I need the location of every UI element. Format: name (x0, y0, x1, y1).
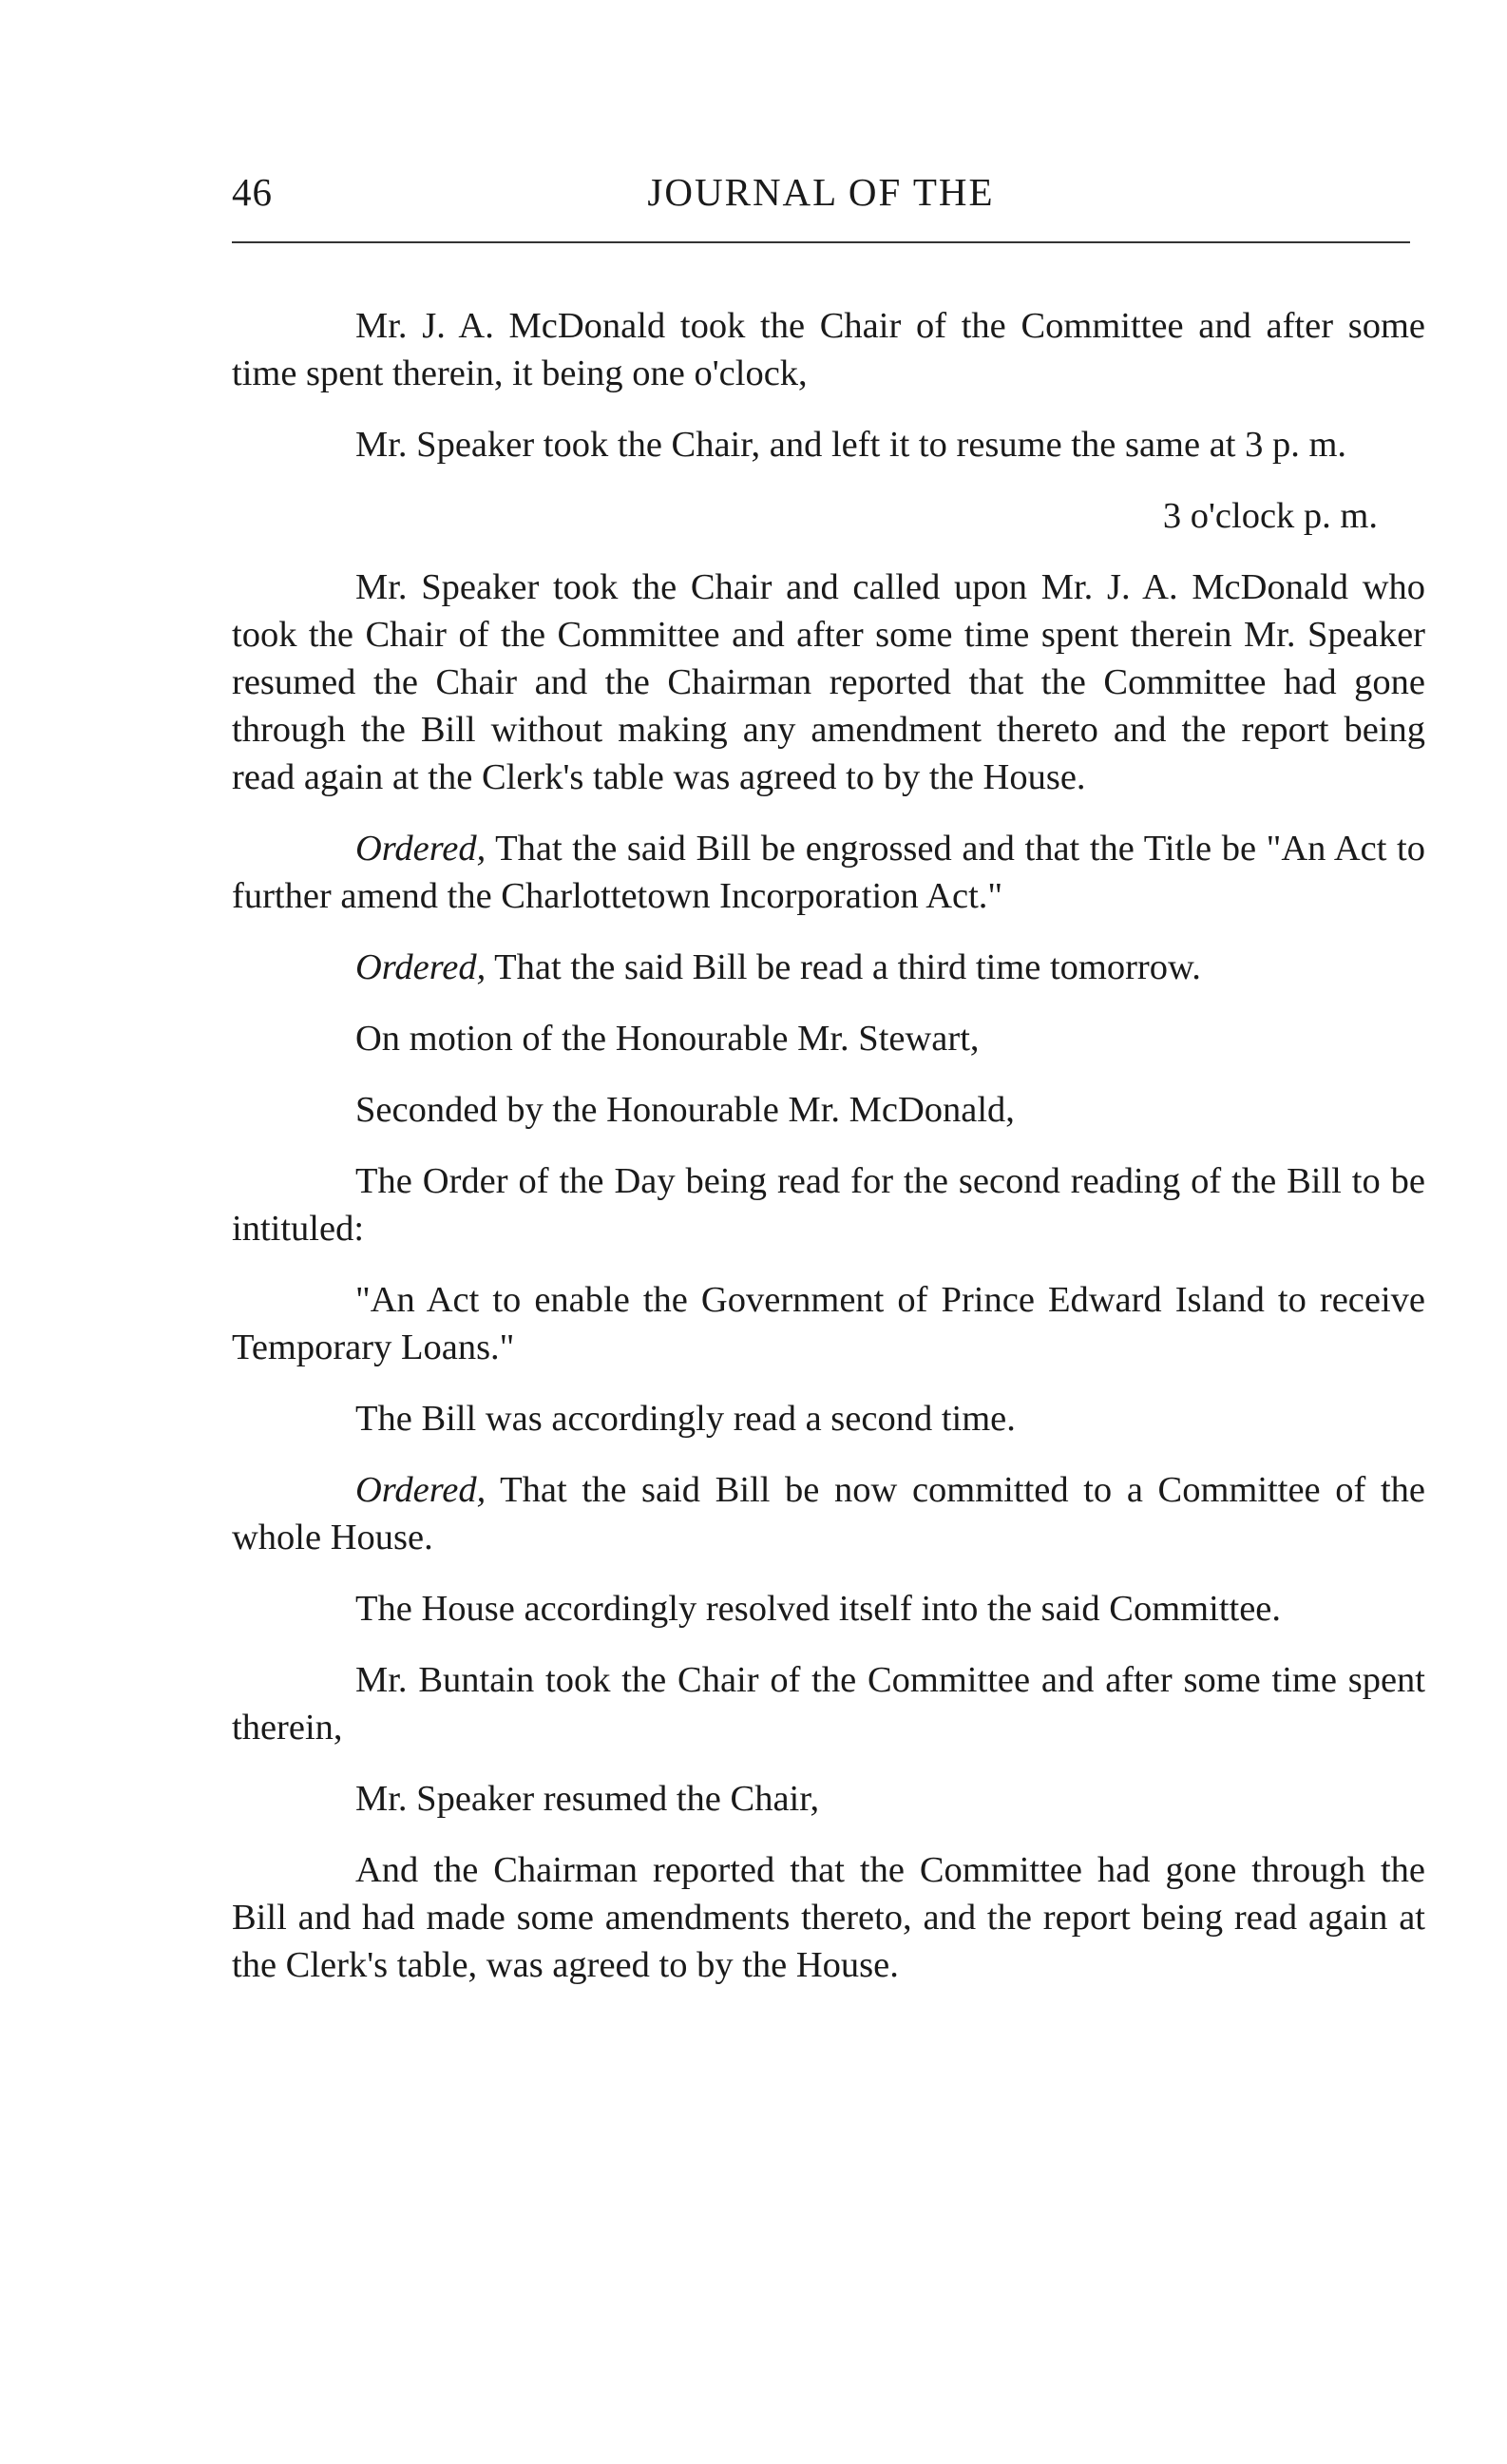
paragraph (232, 302, 1425, 397)
paragraph-text: Mr. Speaker took the Chair, and left it to resume the same at 3 p. m. (355, 425, 1347, 465)
paragraph-text: Mr. Buntain took the Chair of the Committee and after some time spent therein, (232, 1660, 1425, 1748)
paragraph-text: The Bill was accordingly read a second time. (355, 1399, 1016, 1439)
paragraph (232, 1276, 1425, 1371)
time-heading (232, 492, 1425, 540)
paragraph (232, 421, 1425, 468)
paragraph-text: The House accordingly resolved itself into the said Committee. (355, 1589, 1282, 1629)
paragraph (232, 825, 1425, 920)
paragraph-text: Seconded by the Honourable Mr. McDonald, (355, 1090, 1015, 1130)
paragraph-text: That the said Bill be now committed to a Committee of the whole House. (232, 1470, 1425, 1557)
ordered-lead: Ordered, (355, 947, 486, 987)
ordered-lead: Ordered, (355, 1470, 486, 1510)
page-number: 46 (232, 170, 273, 214)
paragraph (232, 1656, 1425, 1751)
paragraph (232, 1466, 1425, 1561)
paragraph-text: On motion of the Honourable Mr. Stewart, (355, 1019, 980, 1059)
paragraph (232, 944, 1425, 991)
paragraph (232, 563, 1425, 801)
paragraph-text: That the said Bill be engrossed and that the Title be "An Act to further amend the Charlottetown Incorporation Act." (232, 829, 1425, 916)
paragraph-text: Mr. Speaker took the Chair and called upon Mr. J. A. McDonald who took the Chair of the Committee and after some time spent therein Mr. Speaker resumed the Chair and the Chairman reported that the Committee had gone through the Bill without making any amendment thereto and the report being read again at the Clerk's table was agreed to by the House. (232, 567, 1425, 797)
ordered-lead: Ordered, (355, 829, 486, 869)
paragraph (232, 1086, 1425, 1134)
paragraph-text: The Order of the Day being read for the second reading of the Bill to be intituled: (232, 1161, 1425, 1249)
running-head: JOURNAL OF THE (647, 170, 995, 214)
paragraph-text: And the Chairman reported that the Committee had gone through the Bill and had made some amendments thereto, and the report being read again at the Clerk's table, was agreed to by the House. (232, 1850, 1425, 1985)
paragraph-text: Mr. J. A. McDonald took the Chair of the Committee and after some time spent therein, it being one o'clock, (232, 306, 1425, 393)
journal-body (232, 302, 1425, 2013)
paragraph (232, 1395, 1425, 1442)
header-rule (232, 241, 1410, 243)
page-header (232, 169, 1410, 236)
time-heading-text: 3 o'clock p. m. (1162, 496, 1378, 536)
paragraph (232, 1846, 1425, 1989)
paragraph-text: That the said Bill be read a third time tomorrow. (486, 947, 1201, 987)
paragraph (232, 1775, 1425, 1823)
paragraph-text: "An Act to enable the Government of Prince Edward Island to receive Temporary Loans." (232, 1280, 1425, 1367)
paragraph-text: Mr. Speaker resumed the Chair, (355, 1779, 820, 1819)
paragraph (232, 1585, 1425, 1633)
paragraph (232, 1157, 1425, 1252)
paragraph (232, 1015, 1425, 1062)
